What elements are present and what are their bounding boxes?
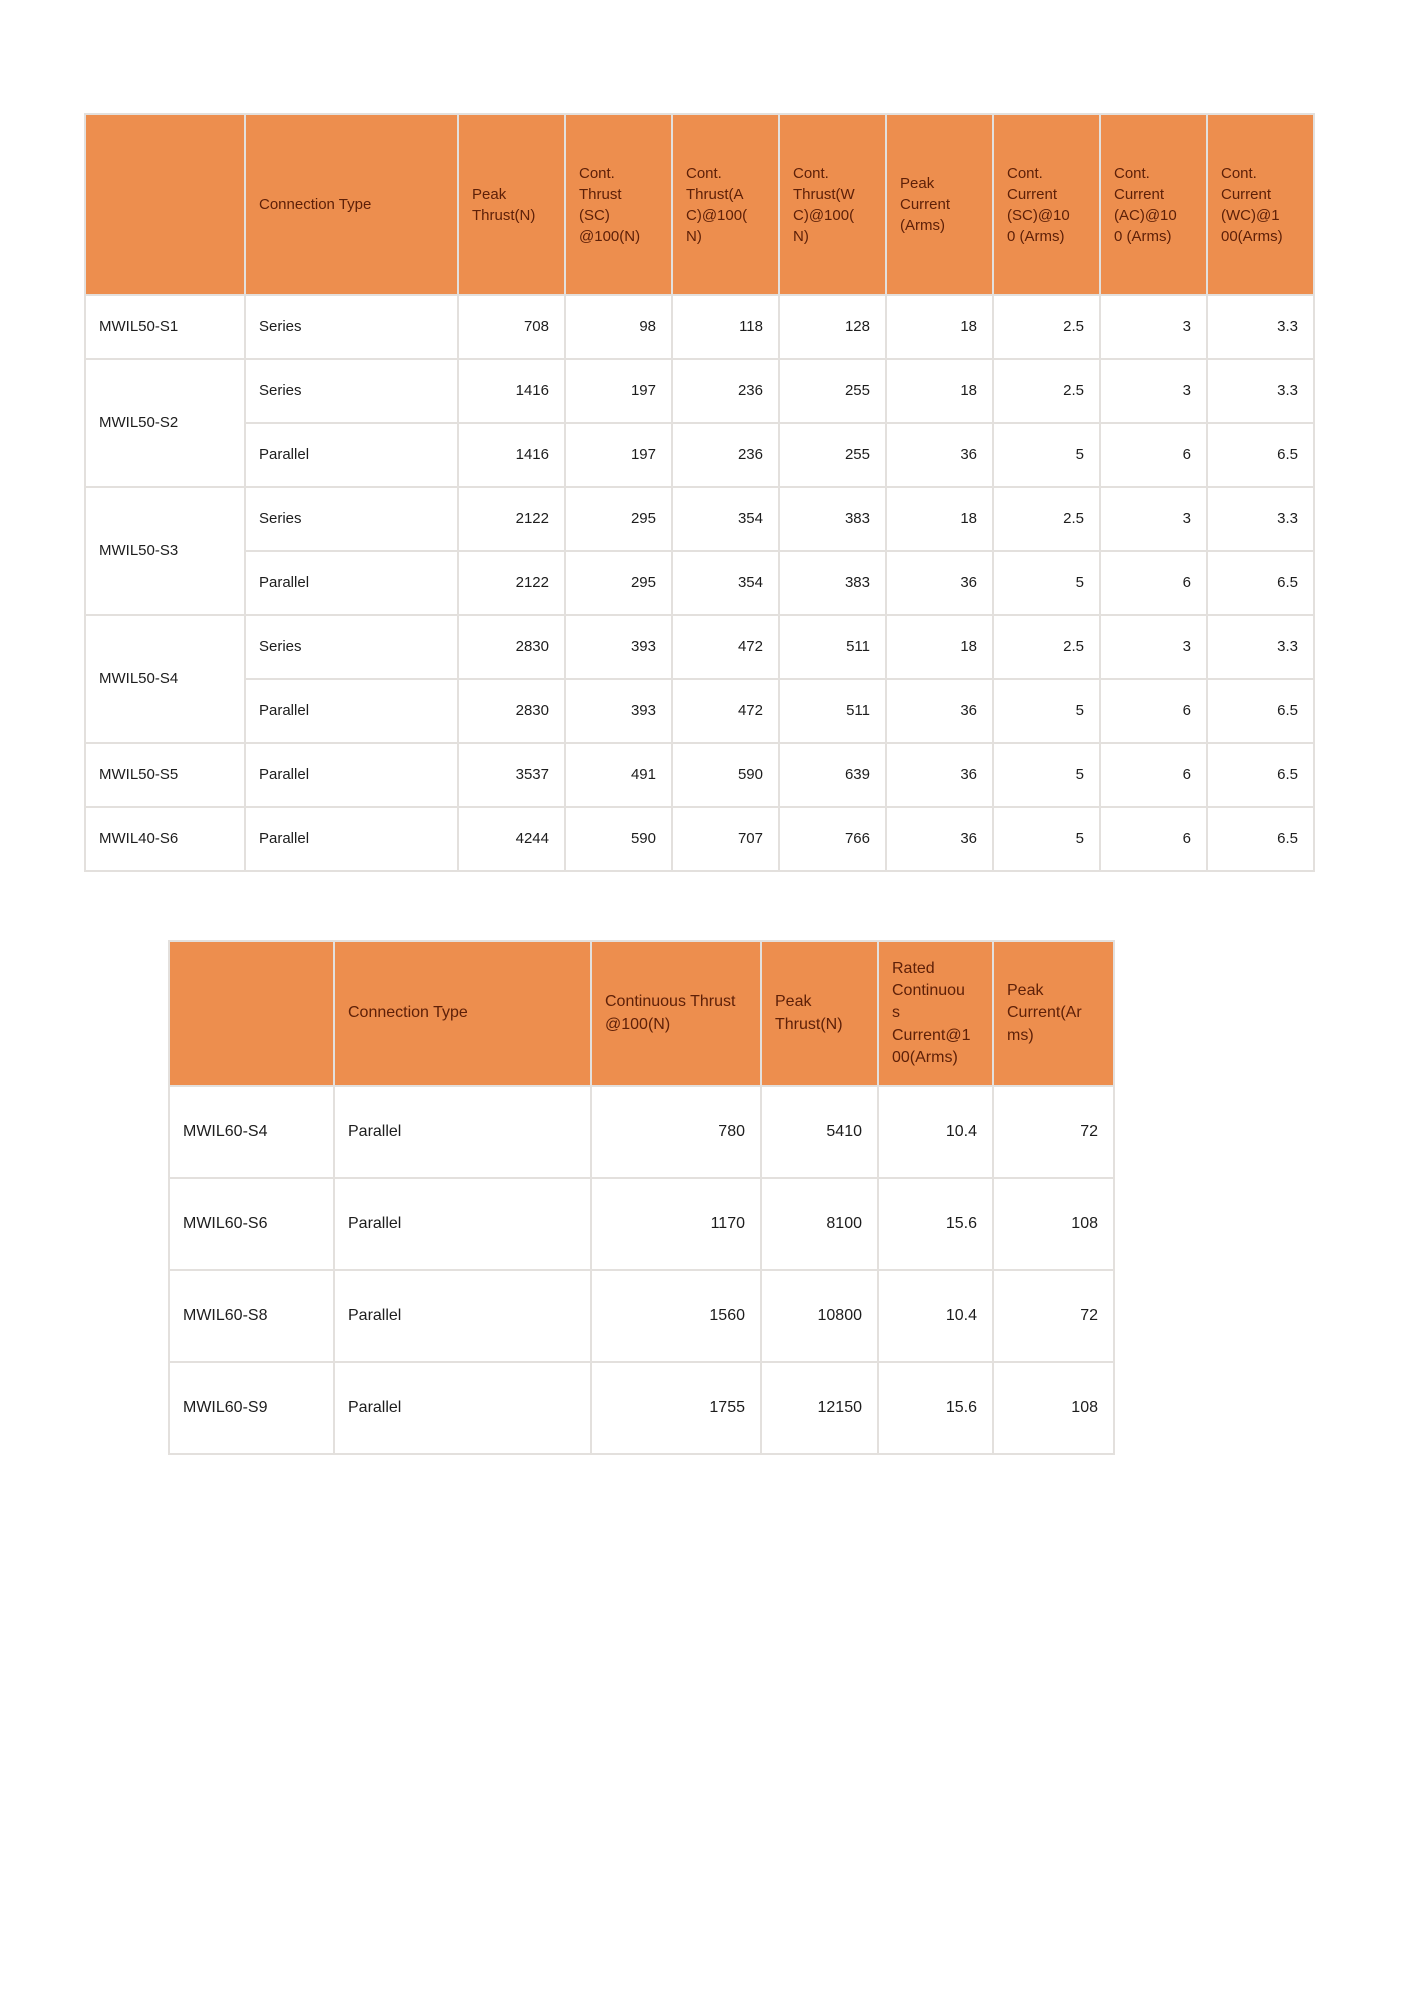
value-cell: 295 — [565, 551, 672, 615]
value-cell: 383 — [779, 487, 886, 551]
connection-type-cell: Parallel — [334, 1086, 591, 1178]
value-cell: 639 — [779, 743, 886, 807]
column-header-rated-continuous-current: Rated Continuous Current@100(Arms) — [878, 941, 993, 1086]
mwil50-spec-table — [84, 113, 1315, 872]
value-cell: 18 — [886, 295, 993, 359]
value-cell: 5 — [993, 679, 1100, 743]
column-header-connection-type: Connection Type — [245, 114, 458, 295]
table-row — [85, 807, 1314, 871]
value-cell: 6.5 — [1207, 423, 1314, 487]
value-cell: 5 — [993, 743, 1100, 807]
value-cell: 393 — [565, 615, 672, 679]
model-cell: MWIL40-S6 — [85, 807, 245, 871]
value-cell: 108 — [993, 1362, 1114, 1454]
value-cell: 2122 — [458, 551, 565, 615]
value-cell: 15.6 — [878, 1178, 993, 1270]
connection-type-cell: Parallel — [245, 679, 458, 743]
value-cell: 18 — [886, 615, 993, 679]
column-header-model — [85, 114, 245, 295]
value-cell: 2.5 — [993, 295, 1100, 359]
value-cell: 108 — [993, 1178, 1114, 1270]
model-cell: MWIL50-S2 — [85, 359, 245, 487]
model-cell: MWIL60-S6 — [169, 1178, 334, 1270]
value-cell: 780 — [591, 1086, 761, 1178]
value-cell: 3.3 — [1207, 359, 1314, 423]
value-cell: 590 — [672, 743, 779, 807]
column-header-connection-type: Connection Type — [334, 941, 591, 1086]
connection-type-cell: Series — [245, 487, 458, 551]
value-cell: 2830 — [458, 679, 565, 743]
value-cell: 6 — [1100, 679, 1207, 743]
value-cell: 707 — [672, 807, 779, 871]
value-cell: 36 — [886, 743, 993, 807]
value-cell: 1560 — [591, 1270, 761, 1362]
value-cell: 255 — [779, 423, 886, 487]
value-cell: 236 — [672, 423, 779, 487]
value-cell: 4244 — [458, 807, 565, 871]
value-cell: 511 — [779, 615, 886, 679]
value-cell: 6 — [1100, 551, 1207, 615]
value-cell: 6.5 — [1207, 807, 1314, 871]
model-cell: MWIL60-S8 — [169, 1270, 334, 1362]
value-cell: 2122 — [458, 487, 565, 551]
value-cell: 472 — [672, 679, 779, 743]
value-cell: 708 — [458, 295, 565, 359]
header-row — [169, 941, 1114, 1086]
connection-type-cell: Parallel — [334, 1178, 591, 1270]
value-cell: 5 — [993, 423, 1100, 487]
table-row — [169, 1270, 1114, 1362]
model-cell: MWIL50-S5 — [85, 743, 245, 807]
value-cell: 36 — [886, 423, 993, 487]
model-cell: MWIL50-S1 — [85, 295, 245, 359]
value-cell: 2.5 — [993, 487, 1100, 551]
value-cell: 72 — [993, 1270, 1114, 1362]
value-cell: 6.5 — [1207, 679, 1314, 743]
model-cell: MWIL50-S3 — [85, 487, 245, 615]
value-cell: 10.4 — [878, 1270, 993, 1362]
value-cell: 3.3 — [1207, 487, 1314, 551]
value-cell: 6 — [1100, 423, 1207, 487]
value-cell: 6 — [1100, 807, 1207, 871]
value-cell: 2.5 — [993, 359, 1100, 423]
column-header-continuous-thrust: Continuous Thrust @100(N) — [591, 941, 761, 1086]
connection-type-cell: Parallel — [245, 423, 458, 487]
header-row — [85, 114, 1314, 295]
connection-type-cell: Parallel — [245, 807, 458, 871]
value-cell: 36 — [886, 551, 993, 615]
value-cell: 295 — [565, 487, 672, 551]
value-cell: 72 — [993, 1086, 1114, 1178]
column-header-peak-thrust: Peak Thrust(N) — [761, 941, 878, 1086]
value-cell: 8100 — [761, 1178, 878, 1270]
table-row — [169, 1086, 1114, 1178]
value-cell: 354 — [672, 551, 779, 615]
value-cell: 36 — [886, 807, 993, 871]
value-cell: 766 — [779, 807, 886, 871]
table-row — [169, 1362, 1114, 1454]
value-cell: 1416 — [458, 359, 565, 423]
value-cell: 236 — [672, 359, 779, 423]
table-row — [85, 551, 1314, 615]
value-cell: 3 — [1100, 359, 1207, 423]
value-cell: 1755 — [591, 1362, 761, 1454]
value-cell: 10800 — [761, 1270, 878, 1362]
column-header-peak-thrust: Peak Thrust(N) — [458, 114, 565, 295]
value-cell: 2830 — [458, 615, 565, 679]
value-cell: 393 — [565, 679, 672, 743]
value-cell: 3.3 — [1207, 615, 1314, 679]
column-header-cont-current-ac: Cont. Current (AC)@100 (Arms) — [1100, 114, 1207, 295]
table-row — [85, 487, 1314, 551]
value-cell: 2.5 — [993, 615, 1100, 679]
connection-type-cell: Series — [245, 359, 458, 423]
table-row — [85, 615, 1314, 679]
column-header-model — [169, 941, 334, 1086]
value-cell: 18 — [886, 359, 993, 423]
table-row — [169, 1178, 1114, 1270]
column-header-peak-current: Peak Current(Arms) — [993, 941, 1114, 1086]
value-cell: 354 — [672, 487, 779, 551]
value-cell: 383 — [779, 551, 886, 615]
value-cell: 6.5 — [1207, 743, 1314, 807]
model-cell: MWIL50-S4 — [85, 615, 245, 743]
value-cell: 255 — [779, 359, 886, 423]
connection-type-cell: Series — [245, 615, 458, 679]
value-cell: 18 — [886, 487, 993, 551]
value-cell: 5410 — [761, 1086, 878, 1178]
value-cell: 128 — [779, 295, 886, 359]
value-cell: 98 — [565, 295, 672, 359]
value-cell: 197 — [565, 359, 672, 423]
value-cell: 118 — [672, 295, 779, 359]
value-cell: 15.6 — [878, 1362, 993, 1454]
value-cell: 511 — [779, 679, 886, 743]
model-cell: MWIL60-S9 — [169, 1362, 334, 1454]
column-header-cont-current-wc: Cont. Current (WC)@100(Arms) — [1207, 114, 1314, 295]
value-cell: 3537 — [458, 743, 565, 807]
value-cell: 491 — [565, 743, 672, 807]
mwil60-spec-table — [168, 940, 1115, 1455]
value-cell: 1170 — [591, 1178, 761, 1270]
table-row — [85, 359, 1314, 423]
value-cell: 3 — [1100, 487, 1207, 551]
value-cell: 3.3 — [1207, 295, 1314, 359]
value-cell: 10.4 — [878, 1086, 993, 1178]
connection-type-cell: Series — [245, 295, 458, 359]
column-header-cont-thrust-sc: Cont. Thrust (SC) @100(N) — [565, 114, 672, 295]
column-header-peak-current: Peak Current (Arms) — [886, 114, 993, 295]
value-cell: 590 — [565, 807, 672, 871]
value-cell: 5 — [993, 551, 1100, 615]
value-cell: 6 — [1100, 743, 1207, 807]
connection-type-cell: Parallel — [245, 743, 458, 807]
table-row — [85, 679, 1314, 743]
column-header-cont-thrust-ac: Cont. Thrust(AC)@100(N) — [672, 114, 779, 295]
value-cell: 6.5 — [1207, 551, 1314, 615]
value-cell: 197 — [565, 423, 672, 487]
value-cell: 5 — [993, 807, 1100, 871]
table-row — [85, 295, 1314, 359]
value-cell: 12150 — [761, 1362, 878, 1454]
value-cell: 36 — [886, 679, 993, 743]
connection-type-cell: Parallel — [334, 1362, 591, 1454]
value-cell: 472 — [672, 615, 779, 679]
column-header-cont-current-sc: Cont. Current (SC)@100 (Arms) — [993, 114, 1100, 295]
table-row — [85, 743, 1314, 807]
connection-type-cell: Parallel — [245, 551, 458, 615]
value-cell: 3 — [1100, 615, 1207, 679]
connection-type-cell: Parallel — [334, 1270, 591, 1362]
column-header-cont-thrust-wc: Cont. Thrust(WC)@100(N) — [779, 114, 886, 295]
table-row — [85, 423, 1314, 487]
value-cell: 1416 — [458, 423, 565, 487]
model-cell: MWIL60-S4 — [169, 1086, 334, 1178]
value-cell: 3 — [1100, 295, 1207, 359]
